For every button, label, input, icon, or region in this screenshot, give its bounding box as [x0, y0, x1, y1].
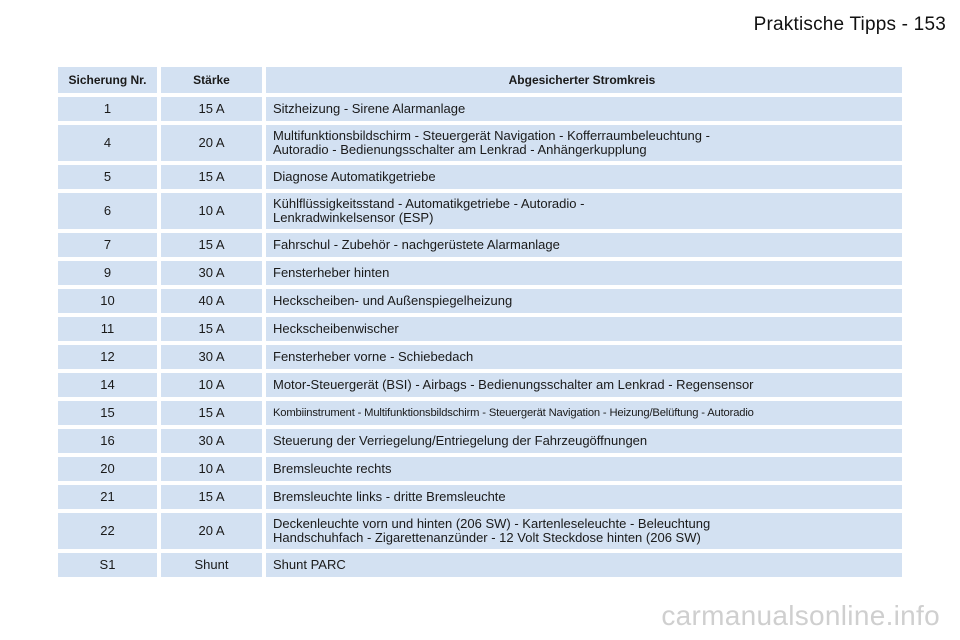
circuit-cell — [266, 457, 902, 481]
fuse-number-cell: 6 — [58, 193, 157, 229]
table-row — [58, 317, 902, 341]
column-header-rating: Stärke — [161, 67, 262, 93]
fuse-number-cell: 21 — [58, 485, 157, 509]
circuit-text: Fensterheber hinten — [273, 265, 390, 280]
fuse-number-cell: 1 — [58, 97, 157, 121]
circuit-text: Bremsleuchte links - dritte Bremsleuchte — [273, 489, 506, 504]
table-row — [58, 289, 902, 313]
rating-cell: 30 A — [161, 429, 262, 453]
rating-cell: 15 A — [161, 485, 262, 509]
circuit-text: Shunt PARC — [273, 557, 346, 572]
rating-cell: 15 A — [161, 165, 262, 189]
circuit-cell — [266, 553, 902, 577]
circuit-cell — [266, 429, 902, 453]
circuit-cell — [266, 193, 902, 229]
circuit-text: Deckenleuchte vorn und hinten (206 SW) - Kartenleseleuchte - Beleuchtung Handschuhfach - Zigarettenanzünder - 12 Volt Steckdose hinten (206 SW) — [273, 516, 711, 545]
circuit-text: Heckscheiben- und Außenspiegelheizung — [273, 293, 513, 308]
circuit-text: Bremsleuchte rechts — [273, 461, 392, 476]
circuit-cell — [266, 317, 902, 341]
fuse-number-cell: 4 — [58, 125, 157, 161]
column-header-fuse-number: Sicherung Nr. — [58, 67, 157, 93]
fuse-number-cell: 15 — [58, 401, 157, 425]
fuse-number-cell: 16 — [58, 429, 157, 453]
fuse-number-cell: 9 — [58, 261, 157, 285]
table-row — [58, 233, 902, 257]
table-row — [58, 485, 902, 509]
fuse-number-cell: 14 — [58, 373, 157, 397]
table-row — [58, 193, 902, 229]
page-title: Praktische Tipps - 153 — [753, 14, 946, 35]
circuit-cell — [266, 97, 902, 121]
table-row — [58, 429, 902, 453]
circuit-text: Heckscheibenwischer — [273, 321, 399, 336]
fuse-table — [58, 67, 902, 581]
table-row — [58, 373, 902, 397]
fuse-number-cell: 5 — [58, 165, 157, 189]
fuse-number-cell: S1 — [58, 553, 157, 577]
circuit-cell — [266, 345, 902, 369]
circuit-cell — [266, 165, 902, 189]
column-header-circuit: Abgesicherter Stromkreis — [266, 67, 902, 93]
rating-cell: 15 A — [161, 317, 262, 341]
fuse-number-cell: 20 — [58, 457, 157, 481]
fuse-number-cell: 11 — [58, 317, 157, 341]
circuit-cell — [266, 289, 902, 313]
rating-cell: 10 A — [161, 457, 262, 481]
circuit-text: Steuerung der Verriegelung/Entriegelung der Fahrzeugöffnungen — [273, 433, 648, 448]
table-row — [58, 513, 902, 549]
rating-cell: 20 A — [161, 125, 262, 161]
rating-cell: 20 A — [161, 513, 262, 549]
table-row — [58, 553, 902, 577]
rating-cell: 10 A — [161, 373, 262, 397]
rating-cell: 30 A — [161, 261, 262, 285]
rating-cell: 40 A — [161, 289, 262, 313]
circuit-cell — [266, 513, 902, 549]
circuit-cell — [266, 373, 902, 397]
circuit-cell — [266, 233, 902, 257]
circuit-cell — [266, 261, 902, 285]
circuit-text: Fahrschul - Zubehör - nachgerüstete Alarmanlage — [273, 237, 560, 252]
rating-cell: 15 A — [161, 401, 262, 425]
circuit-cell — [266, 125, 902, 161]
fuse-number-cell: 22 — [58, 513, 157, 549]
circuit-cell — [266, 401, 902, 425]
circuit-cell — [266, 485, 902, 509]
table-row — [58, 97, 902, 121]
table-row — [58, 457, 902, 481]
watermark: carmanualsonline.info — [661, 600, 940, 631]
circuit-text: Multifunktionsbildschirm - Steuergerät Navigation - Kofferraumbeleuchtung - Autoradio - Bedienungsschalter am Lenkrad - Anhängerkupplung — [273, 128, 710, 157]
rating-cell: 15 A — [161, 97, 262, 121]
fuse-number-cell: 12 — [58, 345, 157, 369]
circuit-text: Kombiinstrument - Multifunktionsbildschirm - Steuergerät Navigation - Heizung/Belüftung - Autoradio — [273, 407, 754, 419]
table-row — [58, 125, 902, 161]
circuit-text: Fensterheber vorne - Schiebedach — [273, 349, 474, 364]
circuit-text: Diagnose Automatikgetriebe — [273, 169, 436, 184]
table-row — [58, 345, 902, 369]
circuit-text: Sitzheizung - Sirene Alarmanlage — [273, 101, 466, 116]
table-row — [58, 261, 902, 285]
fuse-number-cell: 7 — [58, 233, 157, 257]
rating-cell: Shunt — [161, 553, 262, 577]
rating-cell: 15 A — [161, 233, 262, 257]
table-row — [58, 165, 902, 189]
fuse-number-cell: 10 — [58, 289, 157, 313]
circuit-text: Motor-Steuergerät (BSI) - Airbags - Bedienungsschalter am Lenkrad - Regensensor — [273, 377, 754, 392]
circuit-text: Kühlflüssigkeitsstand - Automatikgetriebe - Autoradio - Lenkradwinkelsensor (ESP) — [273, 196, 585, 225]
table-row — [58, 401, 902, 425]
rating-cell: 10 A — [161, 193, 262, 229]
rating-cell: 30 A — [161, 345, 262, 369]
table-header-row — [58, 67, 902, 93]
